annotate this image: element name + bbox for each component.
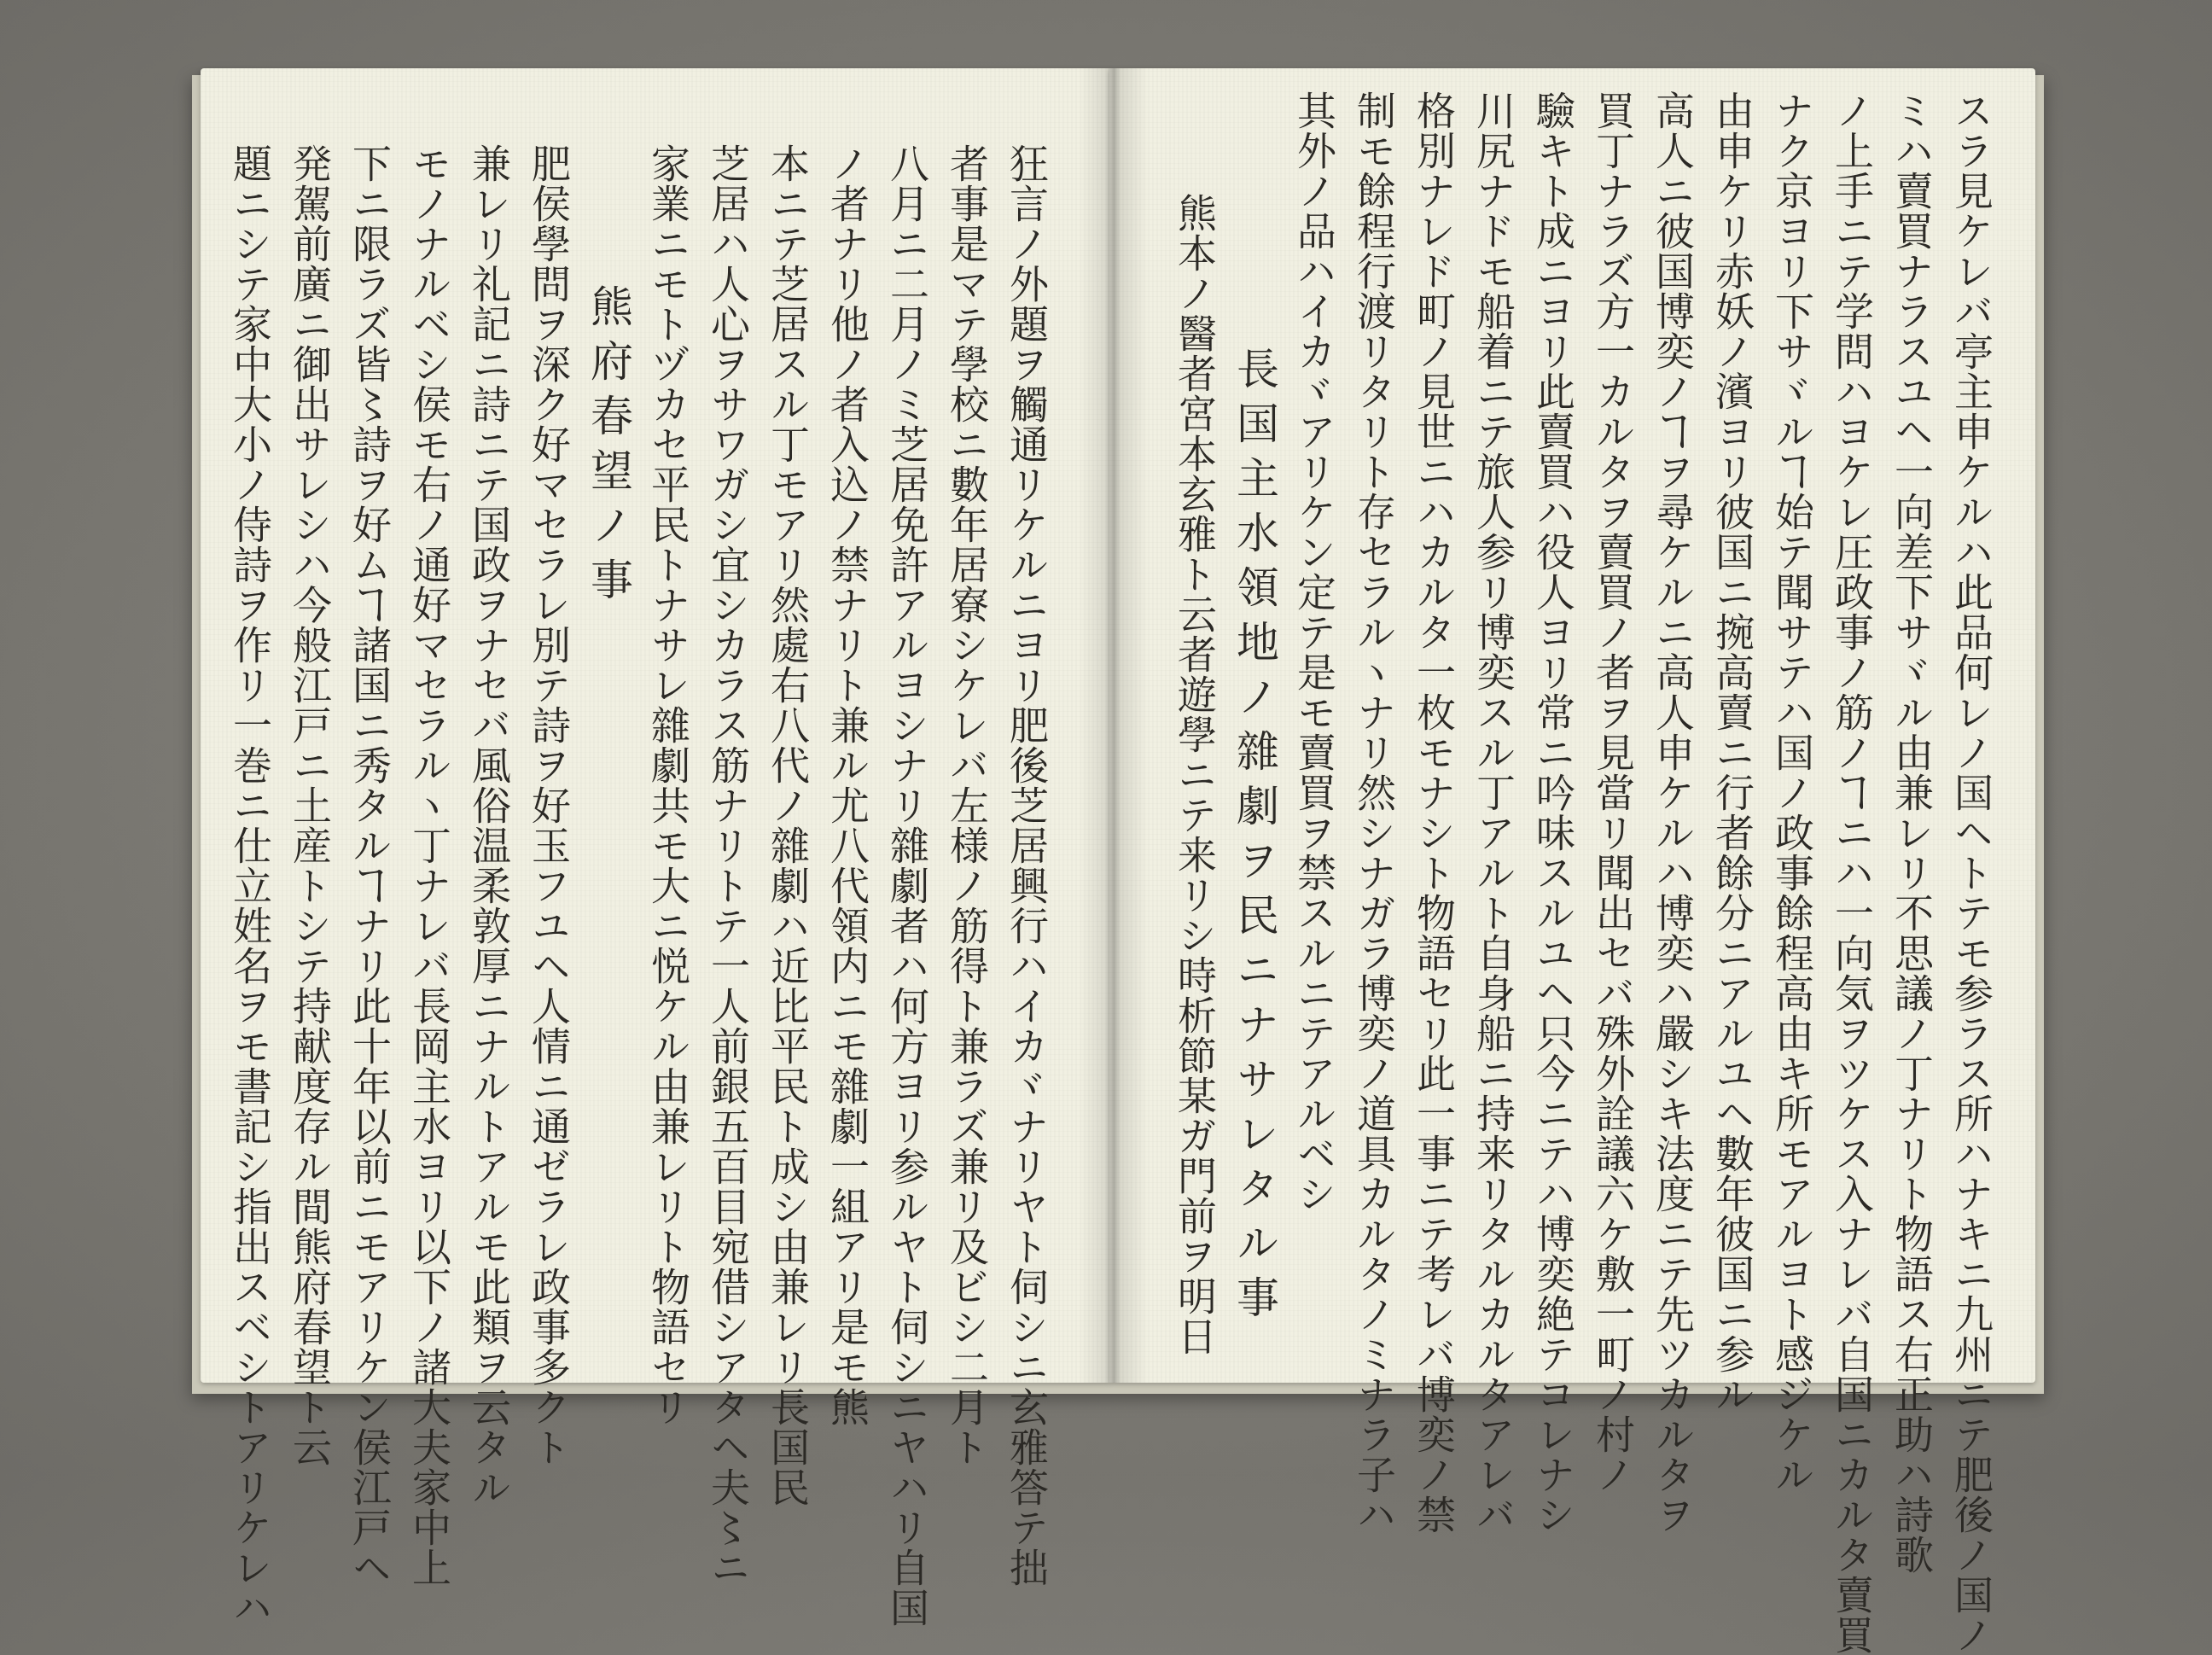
open-book: [175, 68, 2052, 1655]
text-column: 肥侯學問ヲ深ク好マセラレ別テ詩ヲ好玉フユヘ人情ニ通ゼラレ政事多クト: [526, 143, 572, 1467]
section-heading: 長国主水領地ノ雜劇ヲ民ニナサレタル事: [1230, 347, 1279, 1330]
text-column: 本ニテ芝居スル丁モアリ然處右八代ノ雜劇ハ近比平民ト成シ由兼レリ長国民: [765, 143, 811, 1507]
text-column: 題ニシテ家中大小ノ侍詩ヲ作リ一巻ニ仕立姓名ヲモ書記シ指出スベシトアリケレハ: [227, 143, 273, 1628]
left-page-text: [220, 143, 1057, 1628]
text-column: 制モ餘程行渡リタリト存セラルヽナリ然シナガラ博奕ノ道具カルタノミナラ子ハ: [1351, 90, 1397, 1535]
text-column: 川尻ナドモ船着ニテ旅人参リ博奕スル丁アルト自身船ニ持来リタルカルタアレバ: [1470, 90, 1516, 1535]
text-column: 買丁ナラズ方一カルタヲ賣買ノ者ヲ見當リ聞出セバ殊外詮議六ケ敷一町ノ村ノ: [1590, 90, 1636, 1495]
text-column: 家業ニモトヅカセ平民トナサレ雜劇共モ大ニ悦ケル由兼レリト物語セリ: [645, 143, 691, 1427]
text-column: 熊本ノ醫者宮本玄雅ト云者遊學ニテ来リシ時析節某ガ門前ヲ明日: [1172, 193, 1218, 1356]
text-column: 発駕前廣ニ御出サレシハ今般江戸ニ土産トシテ持献度存ル間熊府春望ト云: [287, 143, 333, 1467]
text-column: 狂言ノ外題ヲ觸通リケルニヨリ肥後芝居興行ハイカヾナリヤト伺シニ玄雅答テ拙: [1004, 143, 1050, 1588]
text-column: モノナルベシ侯モ右ノ通好マセラルヽ丁ナレバ長岡主水ヨリ以下ノ諸大夫家中上: [406, 143, 452, 1588]
text-column: ノ者ナリ他ノ者入込ノ禁ナリト兼ル尤八代領内ニモ雜劇一組アリ是モ熊: [824, 143, 870, 1427]
text-column: 高人ニ彼国博奕ノヿヲ尋ケルニ高人申ケルハ博奕ハ嚴シキ法度ニテ先ツカルタヲ: [1650, 90, 1696, 1535]
text-column: 下ニ限ラズ皆〻詩ヲ好ムヿ諸国ニ秀タルヿナリ此十年以前ニモアリケン侯江戸ヘ: [346, 143, 393, 1588]
section-heading: 熊府春望ノ事: [584, 284, 633, 612]
text-column: 其外ノ品ハイカヾアリケン定テ是モ賣買ヲ禁スルニテアルベシ: [1291, 90, 1337, 1214]
text-column: ミハ賣買ナラスユヘ一向差下サヾル由兼レリ不思議ノ丁ナリト物語ス右正助ハ詩歌: [1889, 90, 1935, 1575]
right-page-text: [1165, 90, 2001, 1655]
text-column: スラ見ケレバ亭主申ケルハ此品何レノ国ヘトテモ参ラス所ハナキニ九州ニテ肥後ノ国ノ: [1948, 90, 1994, 1655]
text-column: 者事是マテ學校ニ數年居寮シケレバ左様ノ筋得ト兼ラズ兼リ及ビシ二月ト: [944, 143, 990, 1467]
text-column: ナク京ヨリ下サヾルヿ始テ聞サテハ国ノ政事餘程高由キ所モアルヨト感ジケル: [1769, 90, 1815, 1495]
text-column: 驗キト成ニヨリ此賣買ハ役人ヨリ常ニ吟味スルユヘ只今ニテハ博奕絶テコレナシ: [1530, 90, 1576, 1535]
text-column: 格別ナレド町ノ見世ニハカルタ一枚モナシト物語セリ此一事ニテ考レバ博奕ノ禁: [1411, 90, 1457, 1535]
left-page: [201, 68, 1109, 1628]
text-column: ノ上手ニテ学問ハヨケレ圧政事ノ筋ノヿニハ一向気ヲツケス入ナレバ自国ニカルタ賣買: [1829, 90, 1875, 1655]
text-column: 由申ケリ赤妖ノ濱ヨリ彼国ニ捥高賣ニ行者餘分ニアルユヘ數年彼国ニ参ル: [1709, 90, 1755, 1414]
text-column: 芝居ハ人心ヲサワガシ宜シカラス筋ナリトテ一人前銀五百目宛借シアタヘ夫〻ニ: [705, 143, 751, 1588]
text-column: 八月ニ二月ノミ芝居免許アルヨシナリ雜劇者ハ何方ヨリ参ルヤト伺シニヤハリ自国: [884, 143, 930, 1628]
text-column: 兼レリ礼記ニ詩ニテ国政ヲナセバ風俗温柔敦厚ニナルトアルモ此類ヲ云タル: [466, 143, 512, 1507]
right-page: [1109, 68, 2035, 1655]
